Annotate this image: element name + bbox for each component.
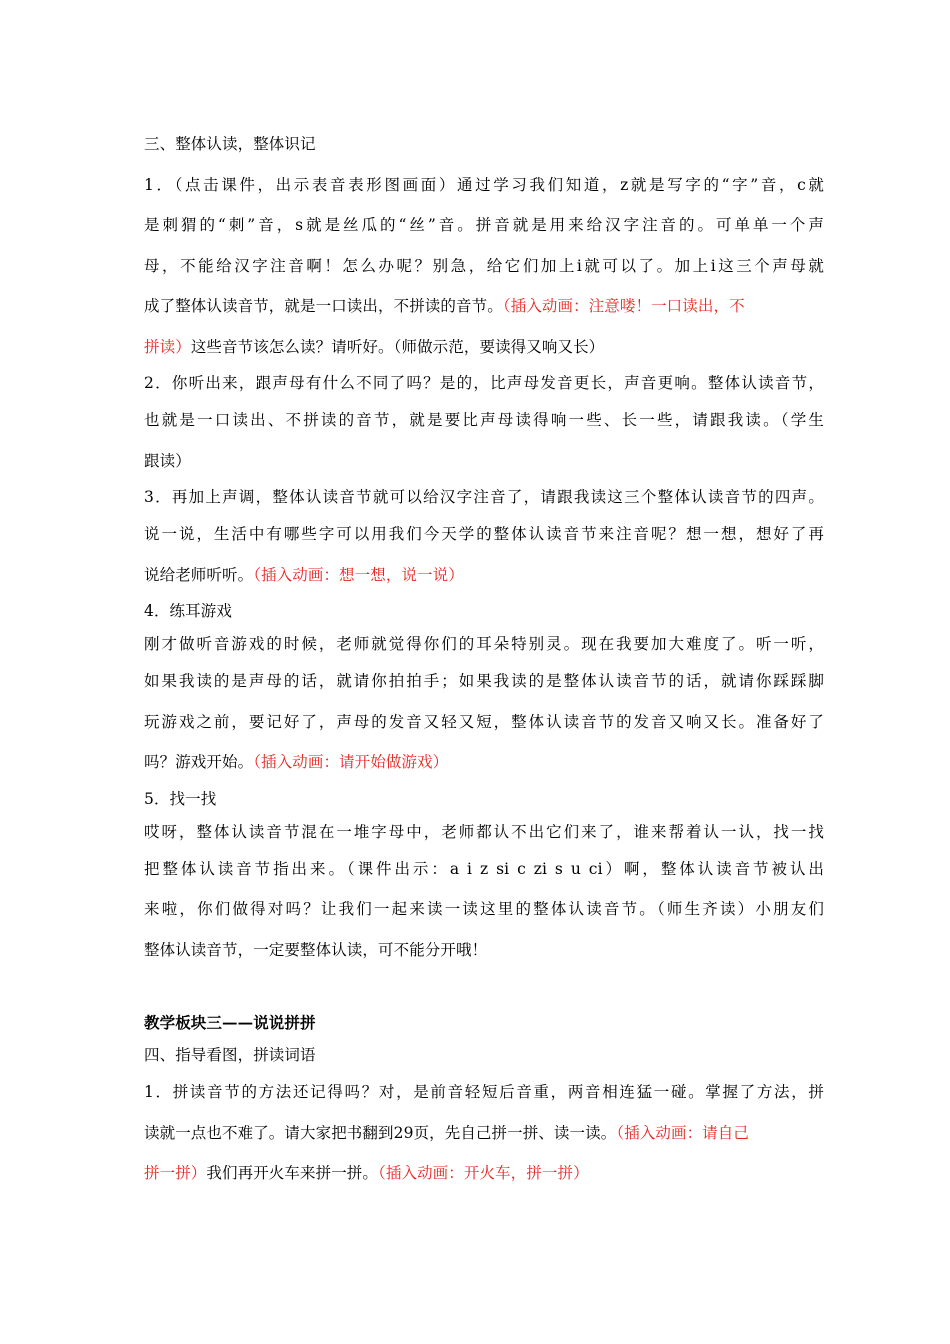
section-heading: 四、指导看图，拼读词语: [144, 1046, 316, 1064]
paragraph-line: 是刺猬的“刺”音，s就是丝瓜的“丝”音。拼音就是用来给汉字注音的。可单单一个声: [144, 216, 824, 234]
paragraph-line: 2．你听出来，跟声母有什么不同了吗？是的，比声母发音更长，声音更响。整体认读音节，: [144, 374, 824, 392]
animation-note: （插入动画：请自己: [616, 1123, 749, 1142]
body-text: 我们再开火车来拼一拼。: [206, 1164, 379, 1182]
body-text: 这些音节该怎么读？请听好。（师做示范，要读得又响又长）: [190, 337, 605, 356]
paragraph-line: [144, 327, 824, 368]
paragraph-line: 来啦，你们做得对吗？让我们一起来读一读这里的整体认读音节。（师生齐读）小朋友们: [144, 900, 824, 918]
paragraph-line: 跟读）: [144, 451, 191, 470]
paragraph-line: [144, 1153, 824, 1194]
animation-note: 拼一拼）: [144, 1164, 207, 1182]
paragraph-line: 3．再加上声调，整体认读音节就可以给汉字注音了，请跟我读这三个整体认读音节的四声。: [144, 488, 824, 506]
subsection-title: 5．找一找: [144, 789, 217, 808]
paragraph-line: 整体认读音节，一定要整体认读，可不能分开哦！: [144, 940, 488, 959]
paragraph-line: 如果我读的是声母的话，就请你拍拍手；如果我读的是整体认读音节的话，就请你踩踩脚: [144, 672, 824, 690]
paragraph-line: 把整体认读音节指出来。（课件出示：a i z si c zi s u ci）啊，整体认读音节被认出: [144, 859, 824, 878]
paragraph-line: 玩游戏之前，要记好了，声母的发音又轻又短，整体认读音节的发音又响又长。准备好了: [144, 712, 824, 731]
paragraph-line: 母，不能给汉字注音啊！怎么办呢？别急，给它们加上i就可以了。加上i这三个声母就: [144, 256, 824, 275]
animation-note: （插入动画：请开始做游戏）: [253, 753, 449, 771]
paragraph-line: 刚才做听音游戏的时候，老师就觉得你们的耳朵特别灵。现在我要加大难度了。听一听，: [144, 635, 824, 653]
document-page: [144, 124, 824, 1194]
animation-note: （插入动画：想一想，说一说）: [253, 565, 464, 584]
paragraph-line: 1．拼读音节的方法还记得吗？对，是前音轻短后音重，两音相连猛一碰。掌握了方法，拼: [144, 1083, 824, 1101]
block-title: 教学板块三——说说拼拼: [144, 1013, 316, 1032]
paragraph-line: [144, 1113, 824, 1154]
paragraph-line: [144, 555, 824, 596]
paragraph-line: 说一说，生活中有哪些字可以用我们今天学的整体认读音节来注音呢？想一想，想好了再: [144, 525, 824, 543]
body-text: 成了整体认读音节，就是一口读出，不拼读的音节。: [144, 297, 503, 315]
spacer: [144, 970, 824, 1006]
body-text: 说给老师听听。: [144, 565, 254, 584]
animation-note: （插入动画：注意喽！一口读出，不: [502, 297, 745, 315]
subsection-title: 4．练耳游戏: [144, 602, 232, 620]
paragraph-line: [144, 286, 824, 327]
body-text: 读就一点也不难了。请大家把书翻到29页，先自己拼一拼、读一读。: [144, 1123, 617, 1142]
paragraph-line: [144, 742, 824, 783]
animation-note: 拼读）: [144, 337, 191, 356]
body-text: 吗？游戏开始。: [144, 753, 254, 771]
section-heading: 三、整体认读，整体识记: [144, 135, 316, 153]
animation-note: （插入动画：开火车，拼一拼）: [378, 1164, 589, 1182]
paragraph-line: 也就是一口读出、不拼读的音节，就是要比声母读得响一些、长一些，请跟我读。（学生: [144, 411, 824, 429]
paragraph-line: 1．（点击课件，出示表音表形图画面）通过学习我们知道，z就是写字的“字”音，c就: [144, 175, 824, 194]
paragraph-line: 哎呀，整体认读音节混在一堆字母中，老师都认不出它们来了，谁来帮着认一认，找一找: [144, 822, 824, 841]
